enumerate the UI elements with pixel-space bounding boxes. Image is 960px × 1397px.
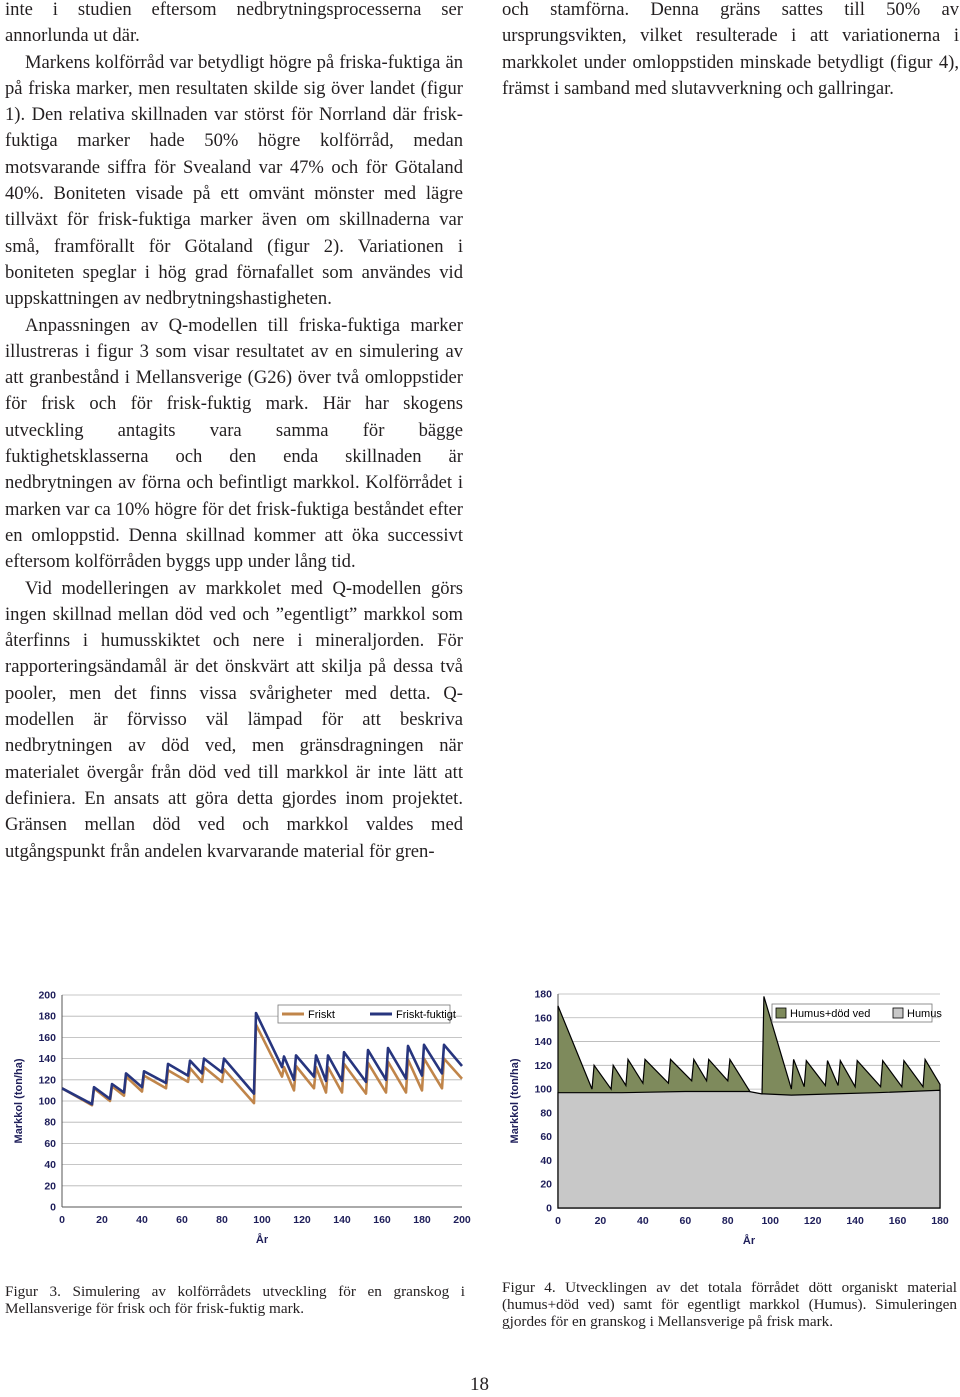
x-axis-title: År: [742, 1235, 756, 1247]
y-tick-label: 100: [534, 1083, 552, 1096]
x-tick-label: 140: [846, 1215, 864, 1227]
y-tick-label: 60: [540, 1131, 552, 1144]
legend-swatch: [893, 1008, 903, 1018]
legend-label: Friskt-fuktigt: [396, 1009, 456, 1021]
legend-label: Humus+död ved: [790, 1008, 871, 1020]
y-tick-label: 20: [540, 1178, 552, 1191]
y-axis-title: Markkol (ton/ha): [13, 1058, 25, 1144]
y-tick-label: 180: [38, 1010, 56, 1023]
paragraph: inte i studien eftersom nedbrytningsprocesserna ser annorlunda ut där.: [5, 0, 463, 47]
figure-3-caption: Figur 3. Simulering av kolförrådets utveckling för en granskog i Mellansverige för frisk och för frisk-fuktig mark.: [5, 1283, 465, 1317]
x-tick-label: 40: [136, 1214, 148, 1226]
x-tick-label: 140: [333, 1214, 351, 1226]
y-tick-label: 160: [534, 1012, 552, 1025]
x-tick-label: 60: [176, 1214, 188, 1226]
x-tick-label: 20: [594, 1215, 607, 1227]
y-tick-label: 40: [44, 1159, 56, 1172]
x-tick-label: 180: [931, 1215, 949, 1227]
x-tick-label: 180: [413, 1214, 431, 1226]
paragraph: och stamförna. Denna gräns sattes till 50% av ursprungsvikten, vilket resulterade i att variationerna i markkolet under omloppstiden minskade betydligt (figur 4), främst i samband med slutavverkning och gallringar.: [502, 0, 959, 99]
x-tick-label: 0: [59, 1214, 65, 1226]
y-tick-label: 140: [38, 1053, 56, 1066]
x-axis-title: År: [255, 1234, 269, 1246]
right-column: [502, 0, 959, 102]
y-axis-title: Markkol (ton/ha): [509, 1058, 521, 1144]
legend-label: Humus: [907, 1008, 942, 1020]
x-tick-label: 200: [453, 1214, 471, 1226]
x-tick-label: 100: [761, 1215, 779, 1227]
y-tick-label: 20: [44, 1180, 56, 1193]
x-tick-label: 160: [888, 1215, 907, 1227]
figure-3-svg: [10, 985, 471, 1250]
paragraph: Anpassningen av Q-modellen till friska-fuktiga marker illustreras i figur 3 som visar resultatet av en simulering av att granbestånd i Mellansverige (G26) över två omloppstider för frisk och för frisk-fuktig mark. Här har skogens utveckling antagits vara samma för bägge fuktighetsklasserna och den enda skillnaden är nedbrytningen av förna och befintligt markkol. Kolförrådet i marken var ca 10% högre för det frisk-fuktiga beståndet efter en omloppstid. Denna skillnad kommer att öka successivt eftersom kolförråden byggs upp under lång tid.: [5, 314, 463, 573]
y-tick-label: 160: [38, 1031, 56, 1044]
y-tick-label: 0: [546, 1202, 552, 1215]
left-column: [5, 0, 463, 865]
x-tick-label: 80: [216, 1214, 228, 1226]
y-tick-label: 60: [44, 1137, 56, 1150]
figure-4-chart: [510, 980, 950, 1250]
x-tick-label: 100: [253, 1214, 271, 1226]
x-tick-label: 20: [96, 1214, 108, 1226]
y-tick-label: 120: [38, 1074, 56, 1087]
y-tick-label: 180: [534, 988, 552, 1001]
y-tick-label: 80: [540, 1107, 552, 1120]
figure-3-chart: [10, 985, 471, 1250]
y-tick-label: 0: [50, 1201, 56, 1214]
figure-4-svg: [510, 980, 950, 1250]
y-tick-label: 100: [38, 1095, 56, 1108]
paragraph: Markens kolförråd var betydligt högre på friska-fuktiga än på friska marker, men resultaten skilde sig över landet (figur 1). Den relativa skillnaden var störst för Norrland där frisk-fuktiga marker hade 50% högre kolförråd, medan motsvarande siffra för Svealand var 47% och för Götaland 40%. Boniteten visade på ett omvänt mönster med lägre tillväxt för frisk-fuktiga marker även om skillnaderna var små, framförallt för Götaland (figur 2). Variationen i boniteten speglar i hög grad förnafallet som användes vid uppskattningen av nedbrytningshastigheten.: [5, 51, 463, 310]
figure-4-caption: Figur 4. Utvecklingen av det totala förrådet dött organiskt material (humus+död ved) samt för egentligt markkol (Humus). Simuleringen gjordes för en granskog i Mellansverige på frisk mark.: [502, 1279, 957, 1330]
legend-swatch: [776, 1008, 786, 1018]
x-tick-label: 60: [679, 1215, 692, 1227]
y-tick-label: 80: [44, 1116, 56, 1129]
legend-label: Friskt: [308, 1009, 335, 1021]
y-tick-label: 120: [534, 1059, 552, 1072]
x-tick-label: 80: [721, 1215, 734, 1227]
page-number: 18: [470, 1374, 489, 1395]
y-tick-label: 200: [38, 989, 56, 1002]
x-tick-label: 120: [293, 1214, 311, 1226]
x-tick-label: 40: [637, 1215, 649, 1227]
series-area: [558, 1090, 940, 1208]
paragraph: Vid modelleringen av markkolet med Q-modellen görs ingen skillnad mellan död ved och ”egentligt” markkol som återfinns i humusskiktet och nere i mineraljorden. För rapporteringsändamål är det önskvärt att skilja på dessa två pooler, men det finns vissa svårigheter med detta. Q-modellen är förvisso väl lämpad för att beskriva nedbrytningen av död ved, men gränsdragningen när materialet övergår från död ved till markkol är inte lätt att definiera. En ansats att göra detta gjordes inom projektet. Gränsen mellan död ved och markkol valdes med utgångspunkt från andelen kvarvarande material för gren-: [5, 577, 463, 862]
x-tick-label: 0: [555, 1215, 561, 1227]
x-tick-label: 120: [803, 1215, 822, 1227]
y-tick-label: 40: [540, 1154, 552, 1167]
y-tick-label: 140: [534, 1036, 552, 1049]
x-tick-label: 160: [373, 1214, 391, 1226]
series-line: [62, 1025, 462, 1106]
